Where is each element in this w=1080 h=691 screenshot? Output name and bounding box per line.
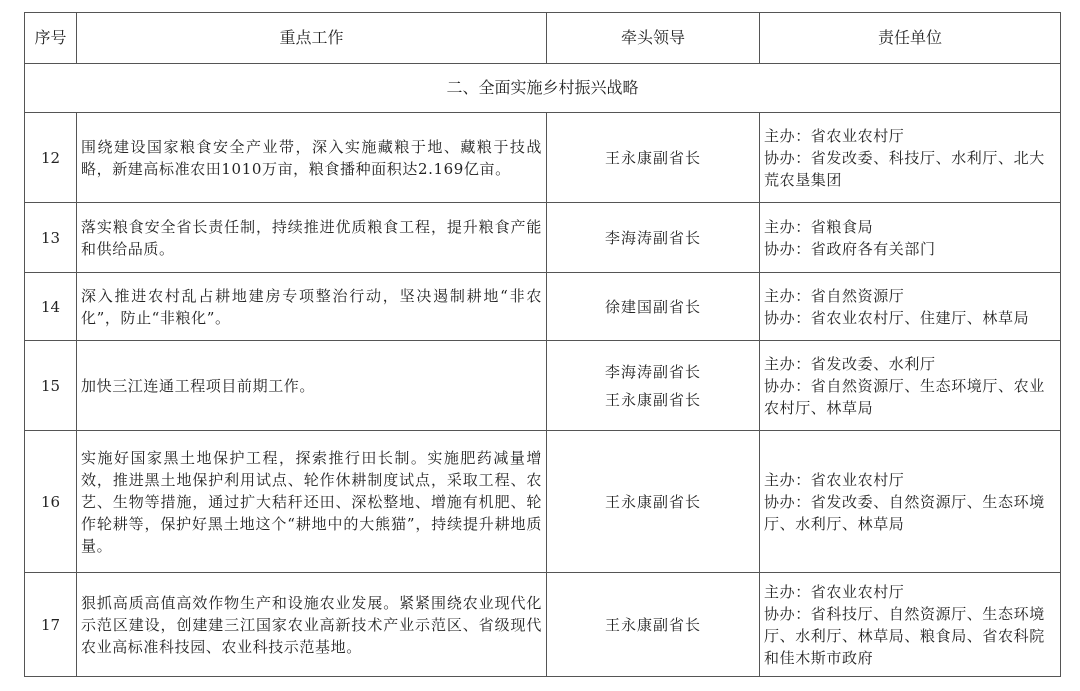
row-no: 16 (25, 431, 77, 573)
unit-assist: 协办：省自然资源厅、生态环境厅、农业农村厅、林草局 (764, 376, 1045, 417)
row-unit (760, 203, 1061, 273)
row-unit (760, 431, 1061, 573)
unit-assist: 协办：省政府各有关部门 (764, 239, 936, 258)
row-no: 17 (25, 573, 77, 677)
header-leader: 牵头领导 (547, 13, 760, 64)
unit-assist: 协办：省发改委、自然资源厅、生态环境厅、水利厅、林草局 (764, 492, 1045, 533)
leader-name: 王永康副省长 (604, 615, 701, 634)
table-row (25, 113, 1061, 203)
row-leader (547, 573, 760, 677)
row-work: 落实粮食安全省长责任制，持续推进优质粮食工程，提升粮食产能和供给品质。 (77, 203, 547, 273)
table-row (25, 573, 1061, 677)
row-work: 狠抓高质高值高效作物生产和设施农业发展。紧紧围绕农业现代化示范区建设，创建建三江国家农业高新技术产业示范区、省级现代农业高标准科技园、农业科技示范基地。 (77, 573, 547, 677)
row-no: 13 (25, 203, 77, 273)
unit-main: 主办：省自然资源厅 (764, 286, 905, 305)
table-row (25, 341, 1061, 431)
leader-name: 李海涛副省长 (604, 362, 701, 381)
leader-name: 王永康副省长 (604, 492, 701, 511)
table-row (25, 431, 1061, 573)
row-work: 加快三江连通工程项目前期工作。 (77, 341, 547, 431)
leader-name: 李海涛副省长 (604, 228, 701, 247)
leader-name: 王永康副省长 (604, 390, 701, 409)
row-unit (760, 273, 1061, 341)
table-row (25, 203, 1061, 273)
row-no: 12 (25, 113, 77, 203)
row-unit (760, 341, 1061, 431)
unit-main: 主办：省农业农村厅 (764, 470, 905, 489)
row-leader (547, 431, 760, 573)
section-title: 二、全面实施乡村振兴战略 (25, 64, 1061, 113)
header-no: 序号 (25, 13, 77, 64)
unit-assist: 协办：省科技厅、自然资源厅、生态环境厅、水利厅、林草局、粮食局、省农科院和佳木斯市政府 (764, 604, 1045, 667)
row-unit (760, 573, 1061, 677)
unit-main: 主办：省发改委、水利厅 (764, 354, 936, 373)
row-work: 实施好国家黑土地保护工程，探索推行田长制。实施肥药减量增效，推进黑土地保护利用试点、轮作休耕制度试点，采取工程、农艺、生物等措施，通过扩大秸秆还田、深松整地、增施有机肥、轮作轮耕等，保护好黑土地这个“耕地中的大熊猫”，持续提升耕地质量。 (77, 431, 547, 573)
row-no: 14 (25, 273, 77, 341)
leader-name: 王永康副省长 (604, 148, 701, 167)
unit-assist: 协办：省农业农村厅、住建厅、林草局 (764, 308, 1030, 327)
table-row (25, 273, 1061, 341)
leader-name: 徐建国副省长 (604, 297, 701, 316)
row-work: 深入推进农村乱占耕地建房专项整治行动，坚决遏制耕地“非农化”，防止“非粮化”。 (77, 273, 547, 341)
header-unit: 责任单位 (760, 13, 1061, 64)
header-row (25, 13, 1061, 64)
unit-main: 主办：省粮食局 (764, 217, 874, 236)
row-work: 围绕建设国家粮食安全产业带，深入实施藏粮于地、藏粮于技战略，新建高标准农田1010万亩，粮食播种面积达2.169亿亩。 (77, 113, 547, 203)
unit-assist: 协办：省发改委、科技厅、水利厅、北大荒农垦集团 (764, 148, 1045, 189)
header-work: 重点工作 (77, 13, 547, 64)
row-unit (760, 113, 1061, 203)
key-work-table (24, 12, 1061, 677)
row-leader (547, 273, 760, 341)
unit-main: 主办：省农业农村厅 (764, 126, 905, 145)
row-leader (547, 341, 760, 431)
row-leader (547, 203, 760, 273)
section-row (25, 64, 1061, 113)
row-no: 15 (25, 341, 77, 431)
unit-main: 主办：省农业农村厅 (764, 582, 905, 601)
row-leader (547, 113, 760, 203)
